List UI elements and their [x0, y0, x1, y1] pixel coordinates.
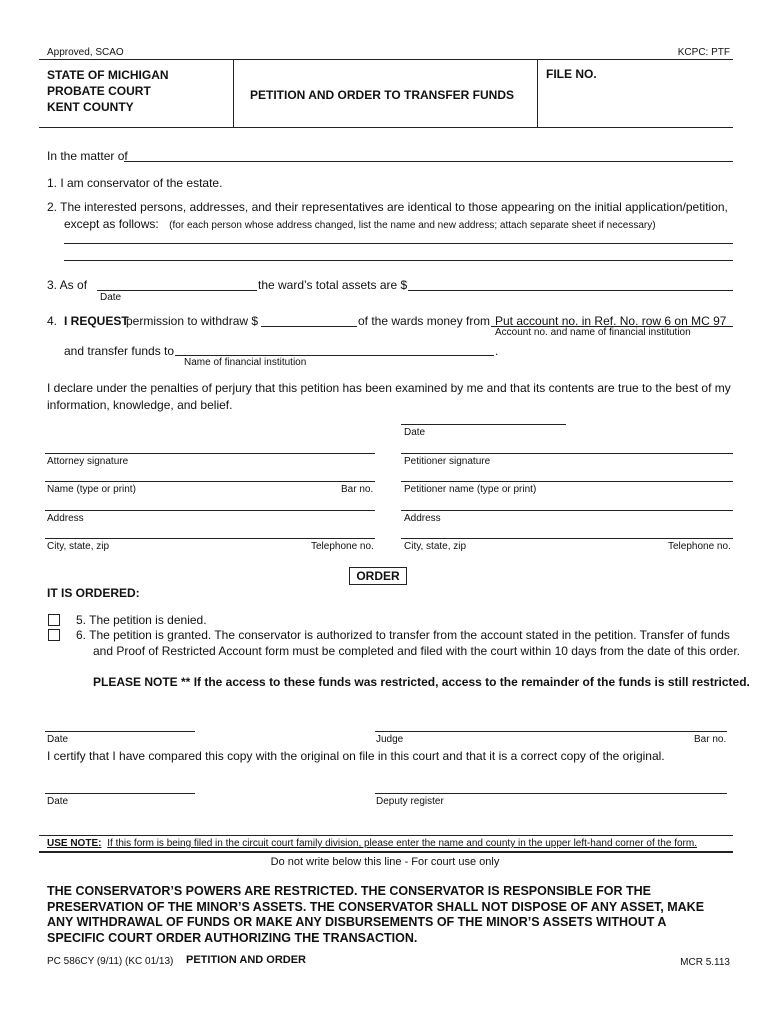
- item-4-text: permission to withdraw $: [126, 314, 259, 328]
- attorney-signature-field[interactable]: [45, 453, 375, 454]
- petitioner-name-field[interactable]: [401, 481, 733, 482]
- order-heading: ORDER: [349, 567, 407, 585]
- matter-field[interactable]: [124, 161, 733, 162]
- header-top-rule: [39, 59, 733, 60]
- court-county: KENT COUNTY: [47, 100, 134, 114]
- as-of-date-field[interactable]: [97, 290, 257, 291]
- transfer-period: .: [495, 344, 499, 358]
- granted-checkbox[interactable]: [48, 629, 60, 641]
- changes-line-2[interactable]: [64, 260, 733, 261]
- petitioner-signature-caption: Petitioner signature: [404, 456, 491, 467]
- petition-date-field[interactable]: [401, 424, 566, 425]
- attorney-signature-caption: Attorney signature: [47, 456, 129, 467]
- as-of-date-caption: Date: [100, 292, 122, 303]
- header-divider-left: [233, 59, 234, 127]
- item-3-label: 3. As of: [47, 278, 88, 292]
- petitioner-city-caption: City, state, zip: [404, 541, 467, 552]
- attorney-city-caption: City, state, zip: [47, 541, 110, 552]
- court-use-label: Do not write below this line - For court use only: [270, 856, 500, 868]
- header-bottom-rule: [39, 127, 733, 128]
- item-3-assets-label: the ward’s total assets are $: [258, 278, 408, 292]
- petitioner-name-caption: Petitioner name (type or print): [404, 484, 537, 495]
- use-note: [47, 838, 697, 849]
- judge-bar-no-caption: Bar no.: [694, 734, 727, 745]
- petitioner-city-field[interactable]: [401, 538, 733, 539]
- changes-line-1[interactable]: [64, 243, 733, 244]
- attorney-bar-no-caption: Bar no.: [341, 484, 374, 495]
- form-id: PC 586CY (9/11) (KC 01/13): [47, 956, 174, 967]
- account-field[interactable]: Put account no. in Ref. No. row 6 on MC 97: [495, 314, 727, 328]
- conservator-warning: [47, 884, 704, 946]
- attorney-address-field[interactable]: [45, 510, 375, 511]
- item-4-request: I REQUEST: [64, 314, 129, 328]
- order-date-caption: Date: [47, 734, 69, 745]
- it-is-ordered: IT IS ORDERED:: [47, 586, 140, 600]
- item-2-except: except as follows:: [64, 217, 159, 231]
- certify-date-caption: Date: [47, 796, 69, 807]
- court-name: [47, 67, 169, 115]
- court-use-rule: [39, 851, 733, 853]
- attorney-name-field[interactable]: [45, 481, 375, 482]
- footer-form-title: PETITION AND ORDER: [186, 954, 306, 966]
- certify-date-field[interactable]: [45, 793, 195, 794]
- attorney-address-caption: Address: [47, 513, 84, 524]
- kcpc-label: KCPC: PTF: [677, 47, 730, 58]
- item-4-from-label: of the wards money from: [358, 314, 491, 328]
- matter-label: In the matter of: [47, 149, 128, 163]
- approved-label: Approved, SCAO: [47, 47, 124, 58]
- withdraw-amount-field[interactable]: [261, 326, 357, 327]
- court-type: PROBATE COURT: [47, 84, 151, 98]
- file-no-field[interactable]: [546, 86, 726, 122]
- warning-line-2: PRESERVATION OF THE MINOR’S ASSETS. THE CONSERVATOR SHALL NOT DISPOSE OF ANY ASSET, MAKE: [47, 899, 705, 914]
- form-title: PETITION AND ORDER TO TRANSFER FUNDS: [250, 88, 515, 102]
- judge-signature-field[interactable]: [375, 731, 727, 732]
- judge-caption: Judge: [376, 734, 404, 745]
- warning-line-4: SPECIFIC COURT ORDER AUTHORIZING THE TRANSACTION.: [47, 930, 418, 945]
- order-date-field[interactable]: [45, 731, 195, 732]
- please-note: PLEASE NOTE ** If the access to these funds was restricted, access to the remainder of the funds is still restricted.: [93, 675, 750, 689]
- petitioner-signature-field[interactable]: [401, 453, 733, 454]
- warning-line-3: ANY WITHDRAWAL OF FUNDS OR MAKE ANY DISBURSEMENTS OF THE MINOR’S ASSETS WITHOUT A: [47, 915, 667, 929]
- use-note-text: If this form is being filed in the circuit court family division, please enter the name and county in the upper left-hand corner of the form.: [107, 838, 697, 849]
- item-4-number: 4.: [47, 314, 58, 328]
- declaration-line2: information, knowledge, and belief.: [47, 398, 233, 412]
- use-note-label: USE NOTE:: [47, 838, 102, 849]
- deputy-register-caption: Deputy register: [376, 796, 444, 807]
- certify-text: I certify that I have compared this copy with the original on file in this court and that it is a correct copy of the original.: [47, 749, 665, 763]
- item-2-note: (for each person whose address changed, list the name and new address; attach separate sheet if necessary): [169, 220, 656, 231]
- item-1: 1. I am conservator of the estate.: [47, 176, 223, 190]
- attorney-city-field[interactable]: [45, 538, 375, 539]
- transfer-caption: Name of financial institution: [184, 357, 307, 368]
- transfer-institution-field[interactable]: [175, 355, 494, 356]
- attorney-telephone-caption: Telephone no.: [311, 541, 374, 552]
- transfer-label: and transfer funds to: [64, 344, 175, 358]
- petition-date-caption: Date: [404, 427, 426, 438]
- item-2-line2: [64, 215, 656, 233]
- order-item-6-line2: and Proof of Restricted Account form must be completed and filed with the court within 10 days from the date of this order.: [93, 644, 741, 658]
- item-2-line1: 2. The interested persons, addresses, and their representatives are identical to those appearing on the initial application/petition,: [47, 200, 728, 214]
- declaration-line1: I declare under the penalties of perjury that this petition has been examined by me and that its contents are true to the best of my: [47, 381, 731, 395]
- order-item-6-line1: 6. The petition is granted. The conservator is authorized to transfer from the account stated in the petition. Transfer of funds: [76, 628, 730, 642]
- attorney-name-caption: Name (type or print): [47, 484, 136, 495]
- file-no-label: FILE NO.: [546, 67, 597, 81]
- deputy-register-field[interactable]: [375, 793, 727, 794]
- total-assets-field[interactable]: [408, 290, 733, 291]
- denied-checkbox[interactable]: [48, 614, 60, 626]
- warning-line-1: THE CONSERVATOR’S POWERS ARE RESTRICTED. THE CONSERVATOR IS RESPONSIBLE FOR THE: [47, 884, 652, 898]
- petitioner-address-caption: Address: [404, 513, 441, 524]
- petitioner-telephone-caption: Telephone no.: [668, 541, 731, 552]
- account-caption: Account no. and name of financial institution: [495, 327, 691, 338]
- mcr-reference: MCR 5.113: [680, 957, 730, 968]
- petitioner-address-field[interactable]: [401, 510, 733, 511]
- order-item-5: 5. The petition is denied.: [76, 613, 207, 627]
- use-note-top-rule: [39, 835, 733, 836]
- header-divider-right: [537, 59, 538, 127]
- court-state: STATE OF MICHIGAN: [47, 68, 169, 82]
